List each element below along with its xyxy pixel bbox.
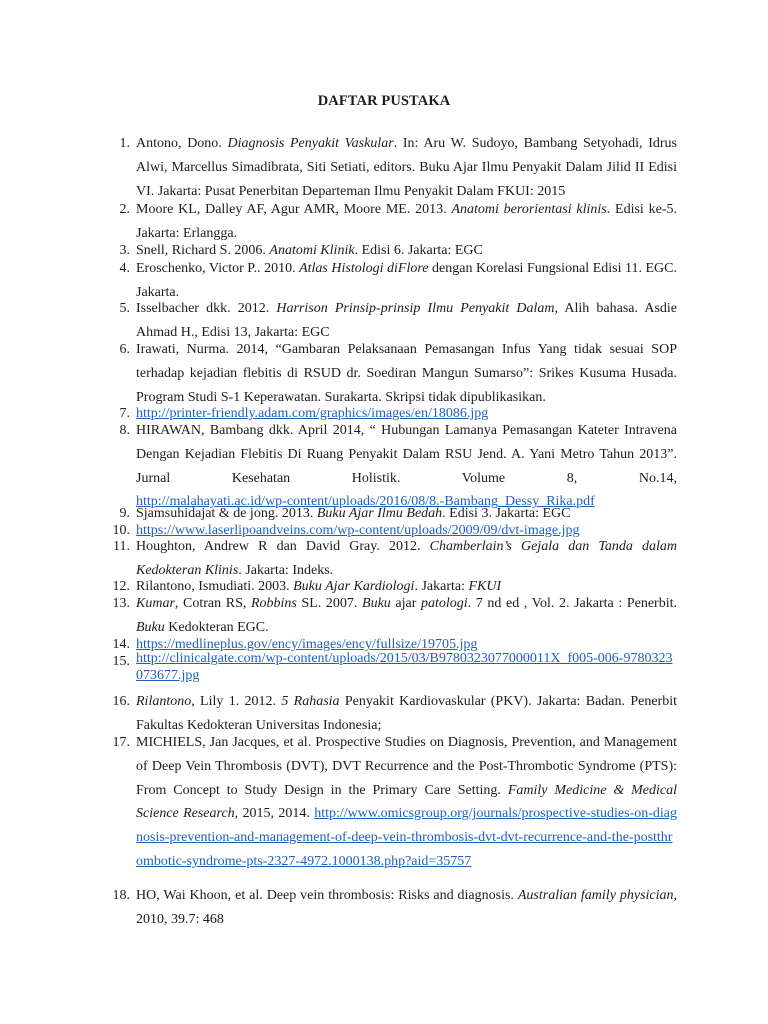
reference-text: Snell, Richard S. 2006. Anatomi Klinik. Edisi 6. Jakarta: EGC (136, 243, 483, 258)
reference-number: 7. (119, 406, 130, 421)
reference-number: 14. (112, 637, 130, 652)
reference-number: 8. (119, 423, 130, 438)
reference-link[interactable]: http://printer-friendly.adam.com/graphics/images/en/18086.jpg (136, 406, 489, 421)
reference-text: HIRAWAN, Bambang dkk. April 2014, “ Hubungan Lamanya Pemasangan Kateter Intravena Dengan Kejadian Flebitis Di Ruang Penyakit Dalam RSU Jend. A. Yani Metro Tahun 2013”. Jurnal Kesehatan Holistik. Volume 8, No.14, http://malahayati.ac.id/wp-content/uploads/2016/08/8.-Bambang_Dessy_Rika.pdf (136, 423, 677, 510)
reference-text: Antono, Dono. Diagnosis Penyakit Vaskular. In: Aru W. Sudoyo, Bambang Setyohadi, Idrus Alwi, Marcellus Simadibrata, Siti Setiati, editors. Buku Ajar Ilmu Penyakit Dalam Jilid II Edisi VI. Jakarta: Pusat Penerbitan Departeman Ilmu Penyakit Dalam FKUI: 2015 (136, 136, 677, 199)
reference-text: Sjamsuhidajat & de jong. 2013. Buku Ajar Ilmu Bedah. Edisi 3. Jakarta: EGC (136, 506, 571, 521)
reference-link[interactable]: http://malahayati.ac.id/wp-content/uploads/2016/08/8.-Bambang_Dessy_Rika.pdf (136, 494, 595, 510)
page-title: DAFTAR PUSTAKA (317, 93, 451, 109)
reference-number: 16. (112, 694, 130, 709)
reference-number: 11. (113, 539, 130, 554)
reference-text (136, 650, 677, 684)
reference-number: 17. (112, 735, 130, 750)
reference-link[interactable]: http://clinicalgate.com/wp-content/uploads/2015/03/B9780323077000011X_f005-006-9780323073677.jpg (136, 651, 673, 683)
reference-text: Moore KL, Dalley AF, Agur AMR, Moore ME. 2013. Anatomi berorientasi klinis. Edisi ke-5. Jakarta: Erlangga. (136, 202, 677, 241)
reference-text: Houghton, Andrew R dan David Gray. 2012. Chamberlain’s Gejala dan Tanda dalam Kedokteran Klinis. Jakarta: Indeks. (136, 539, 677, 578)
reference-text: Eroschenko, Victor P.. 2010. Atlas Histologi diFlore dengan Korelasi Fungsional Edisi 11. EGC. Jakarta. (136, 261, 677, 300)
reference-number: 13. (112, 596, 130, 611)
reference-number: 15. (112, 654, 130, 669)
reference-number: 3. (119, 243, 130, 258)
reference-text: HO, Wai Khoon, et al. Deep vein thrombosis: Risks and diagnosis. Australian family physician, 2010, 39.7: 468 (136, 888, 678, 927)
reference-number: 1. (119, 136, 130, 151)
reference-text: Rilantono, Ismudiati. 2003. Buku Ajar Kardiologi. Jakarta: FKUI (136, 579, 502, 594)
reference-number: 18. (112, 888, 130, 903)
reference-number: 10. (112, 523, 130, 538)
reference-number: 9. (119, 506, 130, 521)
reference-number: 2. (119, 202, 130, 217)
reference-text: Rilantono, Lily 1. 2012. 5 Rahasia Penyakit Kardiovaskular (PKV). Jakarta: Badan. Penerbit Fakultas Kedokteran Universitas Indonesia; (136, 694, 677, 733)
reference-link[interactable]: http://www.omicsgroup.org/journals/prospective-studies-on-diagnosis-prevention-and-management-of-deep-vein-thrombosis-dvt-dvt-recurrence-and-the-postthrombotic-syndrome-pts-2327-4972.1000138.php?aid=35757 (136, 806, 678, 869)
reference-link[interactable]: https://medlineplus.gov/ency/images/ency/fullsize/19705.jpg (136, 637, 478, 652)
reference-number: 6. (119, 342, 130, 357)
reference-text: Irawati, Nurma. 2014, “Gambaran Pelaksanaan Pemasangan Infus Yang tidak sesuai SOP terhadap kejadian flebitis di RSUD dr. Soediran Mangun Sumarso”: Srikes Kusuma Husada. Program Studi S-1 Keperawatan. Surakarta. Skripsi tidak dipublikasikan. (136, 342, 677, 405)
reference-text: Isselbacher dkk. 2012. Harrison Prinsip-prinsip Ilmu Penyakit Dalam, Alih bahasa. Asdie Ahmad H., Edisi 13, Jakarta: EGC (136, 301, 678, 340)
reference-number: 4. (119, 261, 130, 276)
reference-number: 12. (112, 579, 130, 594)
reference-number: 5. (119, 301, 130, 316)
reference-text: MICHIELS, Jan Jacques, et al. Prospective Studies on Diagnosis, Prevention, and Management of Deep Vein Thrombosis (DVT), DVT Recurrence and the Post-Thrombotic Syndrome (PTS): From Concept to Study Design in the Primary Care Setting. Family Medicine & Medical Science Research, 2015, 2014. http://www.omicsgroup.org/journals/prospective-studies-on-diagnosis-prevention-and-management-of-deep-vein-thrombosis-dvt-dvt-recurrence-and-the-postthrombotic-syndrome-pts-2327-4972.1000138.php?aid=35757 (136, 735, 678, 869)
reference-link[interactable]: https://www.laserlipoandveins.com/wp-content/uploads/2009/09/dvt-image.jpg (136, 523, 580, 538)
reference-text: Kumar, Cotran RS, Robbins SL. 2007. Buku ajar patologi. 7 nd ed , Vol. 2. Jakarta : Penerbit. Buku Kedokteran EGC. (136, 596, 677, 635)
